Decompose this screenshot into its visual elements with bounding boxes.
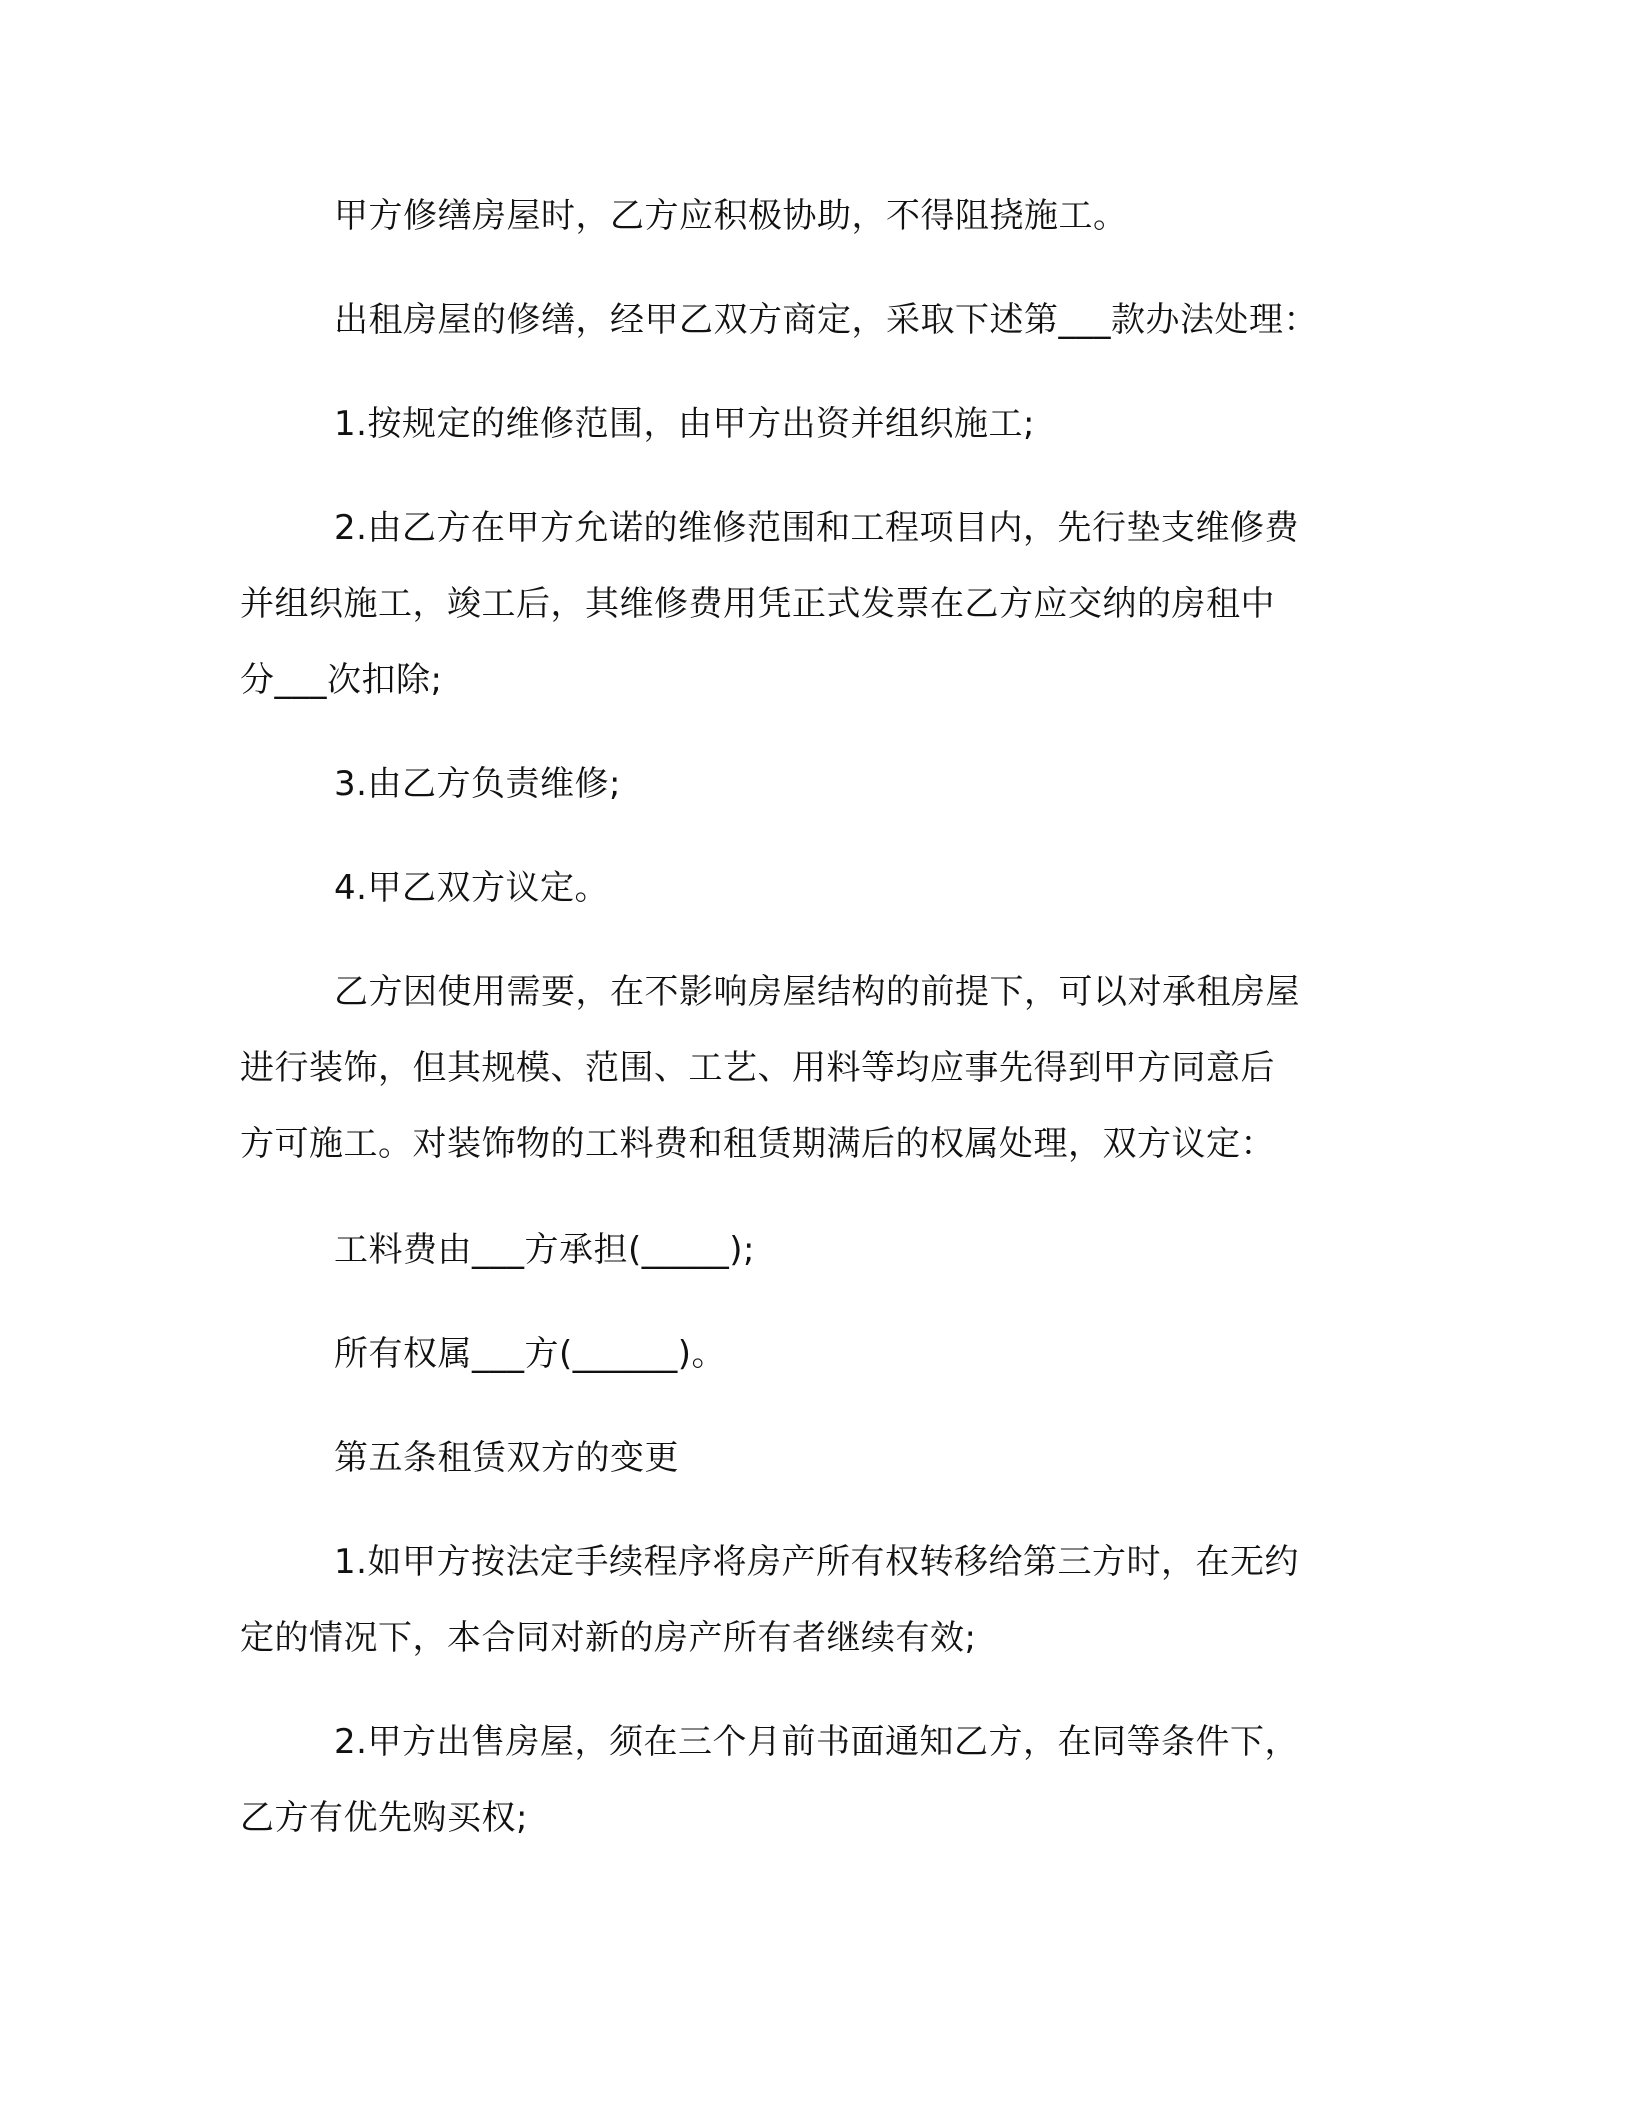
paragraph-line: 进行装饰，但其规模、范围、工艺、用料等均应事先得到甲方同意后	[240, 1048, 1275, 1088]
paragraph-line: 2.甲方出售房屋，须在三个月前书面通知乙方，在同等条件下，	[334, 1722, 1299, 1762]
paragraph-ownership	[240, 1316, 1380, 1392]
paragraph-sale-notice	[240, 1704, 1380, 1856]
paragraph-line: 2.由乙方在甲方允诺的维修范围和工程项目内，先行垫支维修费	[334, 508, 1299, 548]
paragraph-line: 出租房屋的修缮，经甲乙双方商定，采取下述第___款办法处理：	[334, 300, 1318, 340]
paragraph-option-4	[240, 850, 1380, 926]
paragraph-line: 甲方修缮房屋时，乙方应积极协助，不得阻挠施工。	[334, 196, 1128, 236]
paragraph-repair-method	[240, 282, 1380, 358]
paragraph-option-2	[240, 490, 1380, 718]
paragraph-line: 并组织施工，竣工后，其维修费用凭正式发票在乙方应交纳的房租中	[240, 584, 1275, 624]
paragraph-line: 1.按规定的维修范围，由甲方出资并组织施工;	[334, 404, 1035, 444]
paragraph-transfer-ownership	[240, 1524, 1380, 1676]
paragraph-option-1	[240, 386, 1380, 462]
paragraph-line: 乙方有优先购买权;	[240, 1798, 528, 1838]
section-heading-article-5	[240, 1420, 1380, 1496]
paragraph-line: 4.甲乙双方议定。	[334, 868, 609, 908]
paragraph-line: 3.由乙方负责维修;	[334, 764, 621, 804]
paragraph-option-3	[240, 746, 1380, 822]
paragraph-line: 定的情况下，本合同对新的房产所有者继续有效;	[240, 1618, 977, 1658]
paragraph-line: 所有权属___方(______)。	[334, 1334, 727, 1374]
paragraph-line: 工料费由___方承担(_____);	[334, 1230, 755, 1270]
paragraph-line: 方可施工。对装饰物的工料费和租赁期满后的权属处理，双方议定：	[240, 1124, 1275, 1164]
paragraph-material-cost	[240, 1212, 1380, 1288]
paragraph-line: 1.如甲方按法定手续程序将房产所有权转移给第三方时，在无约	[334, 1542, 1299, 1582]
paragraph-line: 乙方因使用需要，在不影响房屋结构的前提下，可以对承租房屋	[334, 972, 1300, 1012]
paragraph-line: 第五条租赁双方的变更	[334, 1438, 679, 1478]
paragraph-line: 分___次扣除;	[240, 660, 443, 700]
paragraph-repair-cooperation	[240, 178, 1380, 254]
paragraph-decoration	[240, 954, 1380, 1182]
